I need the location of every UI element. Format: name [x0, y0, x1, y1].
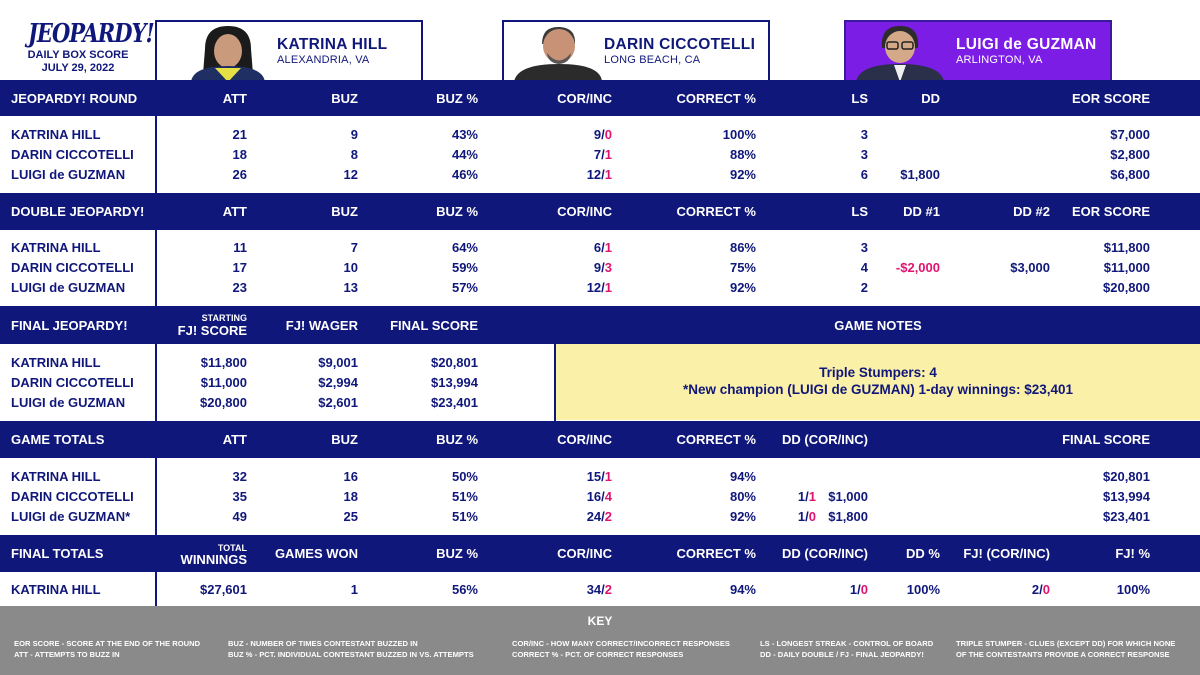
correct-pct-value: 80% [729, 489, 756, 504]
incorrect-count: 0 [808, 509, 816, 524]
correct-pct-value: 94% [729, 582, 756, 597]
col-cor-inc: COR/INC [557, 546, 612, 561]
correct-pct-value: 86% [729, 240, 756, 255]
key-definition: LS - LONGEST STREAK - CONTROL OF BOARD [760, 639, 934, 648]
correct-count: 7/ [593, 147, 605, 162]
fj-wager-value: $2,994 [318, 375, 358, 390]
fj-cor-inc-value [970, 582, 1050, 598]
incorrect-count: 0 [604, 127, 612, 142]
key-definition: CORRECT % - PCT. OF CORRECT RESPONSES [512, 650, 684, 659]
cor-inc-value [532, 147, 612, 163]
player-name: DARIN CICCOTELLI [11, 489, 134, 504]
incorrect-count: 0 [1042, 582, 1050, 597]
key-definition: TRIPLE STUMPER - CLUES (EXCEPT DD) FOR WHICH NONE [956, 639, 1176, 648]
dd1-value: -$2,000 [895, 260, 940, 275]
col-cor-inc: COR/INC [557, 91, 612, 106]
key-definition: COR/INC - HOW MANY CORRECT/INCORRECT RESPONSES [512, 639, 730, 648]
correct-count: 9/ [593, 127, 605, 142]
col-correct-pct: CORRECT % [676, 91, 756, 106]
winnings-value: $27,601 [200, 582, 247, 597]
cor-inc-value [532, 469, 612, 485]
cor-inc-value [532, 167, 612, 183]
buz-value: 10 [343, 260, 358, 275]
contestant-name: KATRINA HILL [277, 36, 388, 53]
fj-wager-value: $2,601 [318, 395, 358, 410]
key-definition: DD - DAILY DOUBLE / FJ - FINAL JEOPARDY! [760, 650, 924, 659]
col-buz: BUZ [331, 204, 358, 219]
eor-score-value: $6,800 [1110, 167, 1150, 182]
col-games-won: GAMES WON [274, 546, 358, 561]
buz-value: 16 [343, 469, 358, 484]
starting-score-value: $11,000 [200, 375, 247, 390]
buz-pct-value: 64% [451, 240, 478, 255]
player-name: DARIN CICCOTELLI [11, 375, 134, 390]
contestant-photo [512, 22, 602, 82]
player-name: KATRINA HILL [11, 355, 101, 370]
player-name: LUIGI de GUZMAN [11, 167, 126, 182]
col-eor-score: EOR SCORE [1071, 204, 1150, 219]
col-buz-pct: BUZ % [436, 432, 478, 447]
col-correct-pct: CORRECT % [676, 546, 756, 561]
starting-score-value: $11,800 [200, 355, 247, 370]
correct-count: 12/ [586, 280, 605, 295]
col-ls: LS [851, 204, 868, 219]
jeopardy-logo: JEOPARDY! [28, 17, 154, 49]
correct-count: 6/ [593, 240, 605, 255]
correct-count: 9/ [593, 260, 605, 275]
fj-pct-value: 100% [1116, 582, 1150, 597]
col-correct-pct: CORRECT % [676, 432, 756, 447]
cor-inc-value [532, 280, 612, 296]
buz-value: 8 [350, 147, 358, 162]
ls-value: 4 [860, 260, 868, 275]
att-value: 17 [232, 260, 247, 275]
starting-score-value: $20,800 [200, 395, 247, 410]
daily-box-score-label: DAILY BOX SCORE [27, 49, 129, 61]
eor-score-value: $11,800 [1103, 240, 1150, 255]
buz-value: 13 [343, 280, 358, 295]
correct-count: 1/ [797, 509, 809, 524]
incorrect-count: 0 [860, 582, 868, 597]
correct-pct-value: 88% [729, 147, 756, 162]
dd-value: $1,800 [900, 167, 940, 182]
correct-count: 16/ [586, 489, 605, 504]
buz-pct-value: 56% [451, 582, 478, 597]
ls-value: 6 [860, 167, 868, 182]
col-starting-top: STARTING [201, 313, 247, 323]
att-value: 32 [232, 469, 247, 484]
ls-value: 3 [860, 240, 868, 255]
dd-amount-value: $1,800 [828, 509, 868, 524]
section-title: JEOPARDY! ROUND [11, 91, 138, 106]
col-fj-wager: FJ! WAGER [285, 318, 358, 333]
col-winnings: WINNINGS [180, 552, 247, 567]
col-eor-score: EOR SCORE [1071, 91, 1150, 106]
col-buz: BUZ [331, 91, 358, 106]
player-name: LUIGI de GUZMAN [11, 395, 126, 410]
buz-pct-value: 51% [451, 489, 478, 504]
incorrect-count: 4 [604, 489, 612, 504]
buz-pct-value: 57% [451, 280, 478, 295]
final-score-value: $13,994 [1103, 489, 1150, 504]
player-name: DARIN CICCOTELLI [11, 147, 134, 162]
buz-value: 7 [350, 240, 358, 255]
col-buz: BUZ [331, 432, 358, 447]
att-value: 26 [232, 167, 247, 182]
correct-pct-value: 92% [729, 167, 756, 182]
col-dd2: DD #2 [1013, 204, 1050, 219]
player-name: LUIGI de GUZMAN [11, 280, 126, 295]
contestant-photo [850, 22, 950, 82]
col-starting-score: FJ! SCORE [177, 323, 247, 338]
incorrect-count: 1 [604, 240, 612, 255]
contestant-panel-luigi [844, 20, 1112, 82]
att-value: 18 [232, 147, 247, 162]
fj-wager-value: $9,001 [318, 355, 358, 370]
col-buz-pct: BUZ % [436, 91, 478, 106]
cor-inc-value [532, 489, 612, 505]
dd-amount-value: $1,000 [828, 489, 868, 504]
buz-value: 18 [343, 489, 358, 504]
incorrect-count: 2 [604, 509, 612, 524]
key-definition: EOR SCORE - SCORE AT THE END OF THE ROUND [14, 639, 201, 648]
eor-score-value: $7,000 [1110, 127, 1150, 142]
incorrect-count: 1 [604, 167, 612, 182]
col-cor-inc: COR/INC [557, 204, 612, 219]
col-ls: LS [851, 91, 868, 106]
final-score-value: $23,401 [431, 395, 478, 410]
att-value: 35 [232, 489, 247, 504]
buz-pct-value: 50% [451, 469, 478, 484]
key-title: KEY [587, 614, 613, 628]
eor-score-value: $11,000 [1103, 260, 1150, 275]
games-won-value: 1 [350, 582, 358, 597]
final-score-value: $20,801 [1103, 469, 1150, 484]
eor-score-value: $20,800 [1103, 280, 1150, 295]
section-title: GAME TOTALS [11, 432, 105, 447]
col-final-score: FINAL SCORE [1062, 432, 1150, 447]
final-score-value: $23,401 [1103, 509, 1150, 524]
final-score-value: $13,994 [431, 375, 478, 390]
game-note-line: *New champion (LUIGI de GUZMAN) 1-day winnings: $23,401 [682, 382, 1074, 397]
dd-pct-value: 100% [906, 582, 940, 597]
correct-count: 2/ [1031, 582, 1043, 597]
col-att: ATT [222, 432, 247, 447]
att-value: 49 [232, 509, 247, 524]
col-att: ATT [222, 204, 247, 219]
key-definition: BUZ % - PCT. INDIVIDUAL CONTESTANT BUZZED IN VS. ATTEMPTS [228, 650, 474, 659]
col-correct-pct: CORRECT % [676, 204, 756, 219]
cor-inc-value [532, 582, 612, 598]
buz-pct-value: 51% [451, 509, 478, 524]
ls-value: 3 [860, 127, 868, 142]
col-att: ATT [222, 91, 247, 106]
contestant-panel-katrina [155, 20, 423, 82]
key-definition: BUZ - NUMBER OF TIMES CONTESTANT BUZZED IN [228, 639, 418, 648]
section-title: DOUBLE JEOPARDY! [11, 204, 145, 219]
buz-pct-value: 59% [451, 260, 478, 275]
contestant-photo [183, 22, 273, 82]
contestant-panel-darin [502, 20, 770, 82]
contestant-location: ARLINGTON, VA [956, 54, 1043, 66]
col-buz-pct: BUZ % [436, 204, 478, 219]
correct-count: 15/ [586, 469, 605, 484]
col-cor-inc: COR/INC [557, 432, 612, 447]
incorrect-count: 1 [604, 280, 612, 295]
buz-pct-value: 46% [451, 167, 478, 182]
contestant-location: LONG BEACH, CA [604, 54, 701, 66]
incorrect-count: 1 [604, 147, 612, 162]
col-dd-cor-inc: DD (COR/INC) [782, 546, 868, 561]
player-name: LUIGI de GUZMAN* [11, 509, 131, 524]
buz-value: 12 [343, 167, 358, 182]
ls-value: 2 [860, 280, 868, 295]
dd-cor-inc-value [788, 582, 868, 598]
col-final-score: FINAL SCORE [390, 318, 478, 333]
final-score-value: $20,801 [431, 355, 478, 370]
correct-pct-value: 75% [729, 260, 756, 275]
correct-count: 24/ [586, 509, 605, 524]
col-winnings-top: TOTAL [217, 543, 247, 553]
correct-pct-value: 94% [729, 469, 756, 484]
box-score-date: JULY 29, 2022 [41, 62, 115, 74]
player-name: DARIN CICCOTELLI [11, 260, 134, 275]
buz-pct-value: 43% [451, 127, 478, 142]
cor-inc-value [532, 260, 612, 276]
correct-count: 12/ [586, 167, 605, 182]
incorrect-count: 1 [604, 469, 612, 484]
buz-pct-value: 44% [451, 147, 478, 162]
correct-pct-value: 92% [729, 509, 756, 524]
game-note-line: Triple Stumpers: 4 [819, 365, 937, 380]
col-dd1: DD #1 [903, 204, 940, 219]
col-dd: DD [921, 91, 940, 106]
game-notes-title: GAME NOTES [834, 318, 922, 333]
incorrect-count: 3 [604, 260, 612, 275]
dd2-value: $3,000 [1010, 260, 1050, 275]
correct-count: 1/ [797, 489, 809, 504]
cor-inc-value [532, 127, 612, 143]
correct-count: 1/ [849, 582, 861, 597]
incorrect-count: 1 [808, 489, 816, 504]
section-title: FINAL JEOPARDY! [11, 318, 128, 333]
section-title: FINAL TOTALS [11, 546, 104, 561]
correct-pct-value: 100% [722, 127, 756, 142]
cor-inc-value [532, 509, 612, 525]
col-fj-cor-inc: FJ! (COR/INC) [963, 546, 1050, 561]
key-definition: ATT - ATTEMPTS TO BUZZ IN [14, 650, 120, 659]
player-name: KATRINA HILL [11, 469, 101, 484]
col-fj-pct: FJ! % [1115, 546, 1150, 561]
buz-value: 9 [350, 127, 358, 142]
correct-count: 34/ [586, 582, 605, 597]
incorrect-count: 2 [604, 582, 612, 597]
correct-pct-value: 92% [729, 280, 756, 295]
col-dd-cor-inc: DD (COR/INC) [782, 432, 868, 447]
contestant-location: ALEXANDRIA, VA [277, 54, 370, 66]
contestant-name: LUIGI de GUZMAN [956, 36, 1097, 53]
col-dd-pct: DD % [906, 546, 940, 561]
buz-value: 25 [343, 509, 358, 524]
att-value: 23 [232, 280, 247, 295]
player-name: KATRINA HILL [11, 240, 101, 255]
player-name: KATRINA HILL [11, 582, 101, 597]
col-buz-pct: BUZ % [436, 546, 478, 561]
eor-score-value: $2,800 [1110, 147, 1150, 162]
cor-inc-value [532, 240, 612, 256]
key-definition: OF THE CONTESTANTS PROVIDE A CORRECT RESPONSE [956, 650, 1170, 659]
player-name: KATRINA HILL [11, 127, 101, 142]
att-value: 11 [233, 240, 247, 255]
att-value: 21 [232, 127, 247, 142]
contestant-name: DARIN CICCOTELLI [604, 36, 756, 53]
ls-value: 3 [860, 147, 868, 162]
